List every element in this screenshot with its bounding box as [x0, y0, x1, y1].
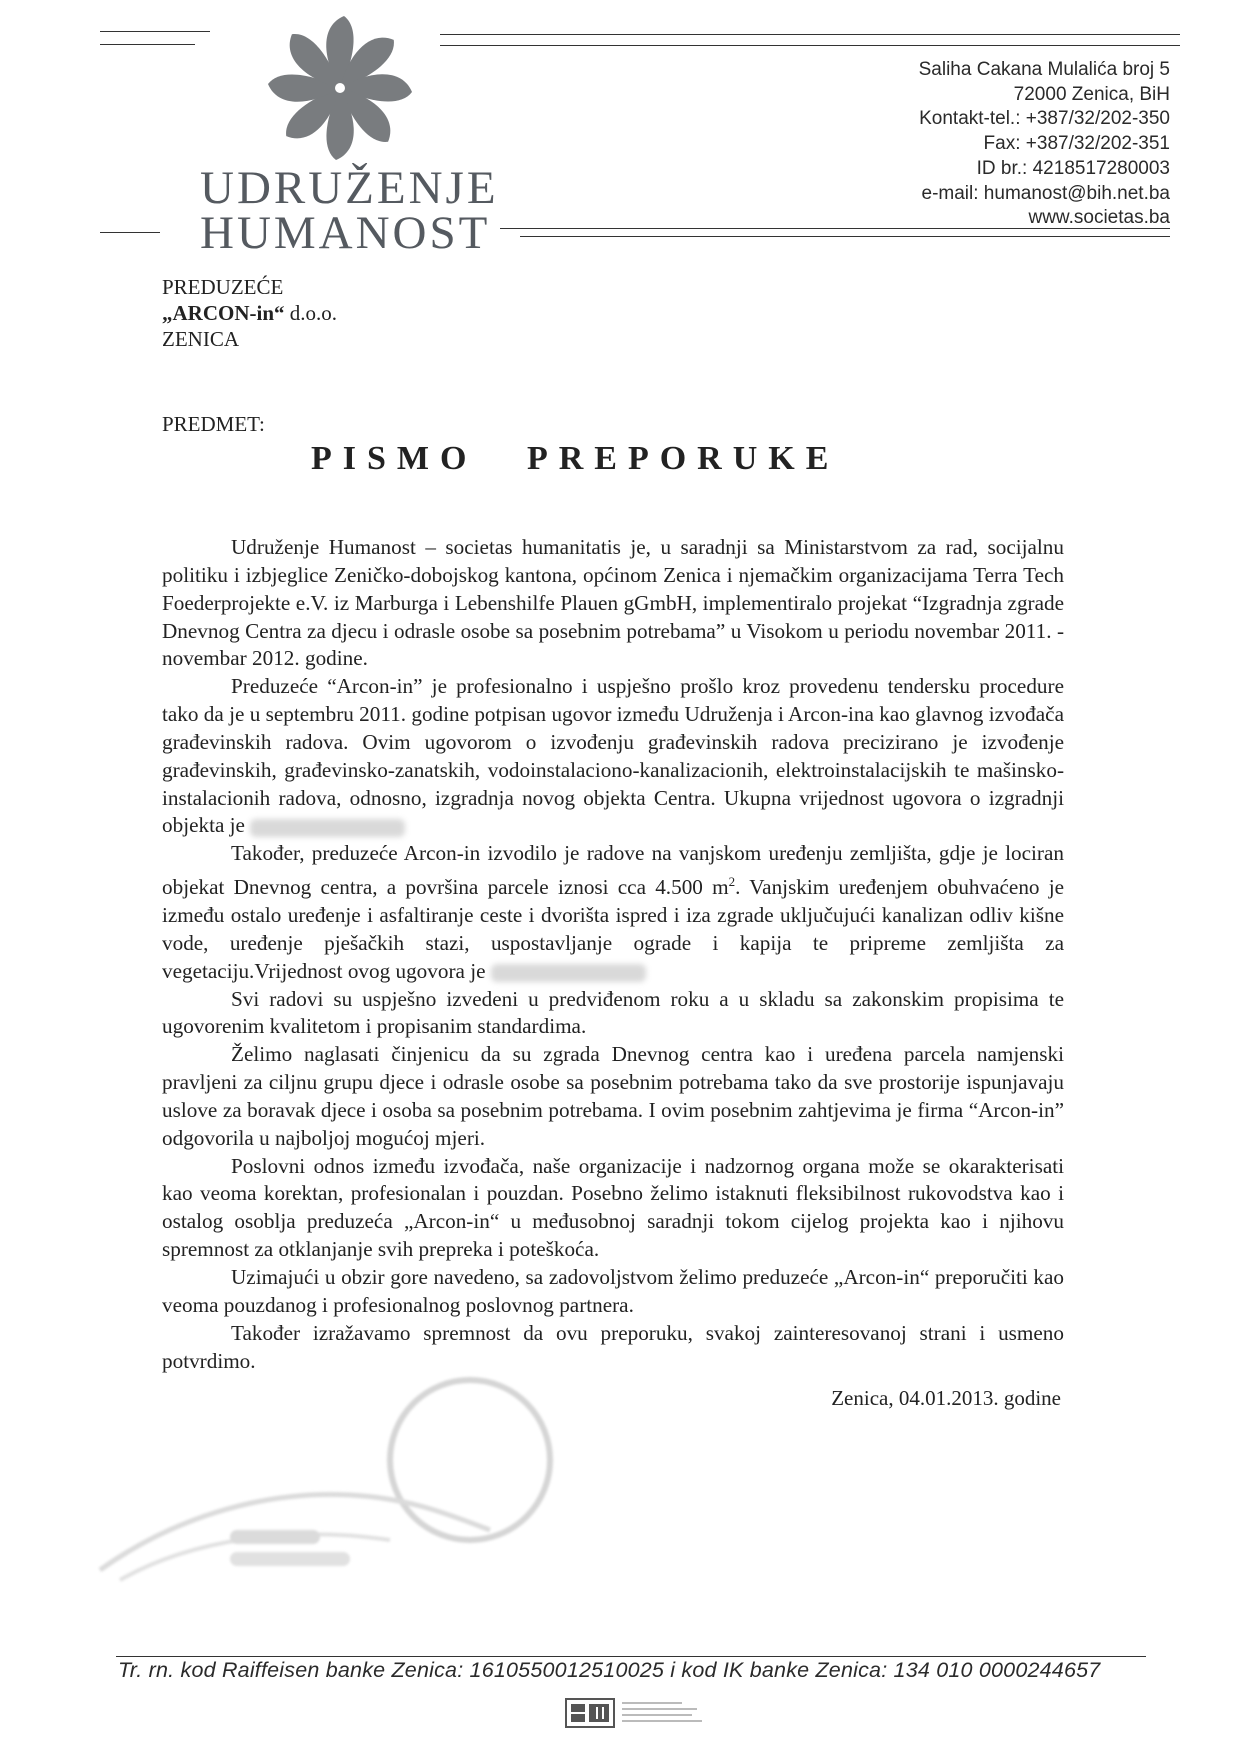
paragraph-1: Udruženje Humanost – societas humanitatis je, u saradnji sa Ministarstvom za rad, socijalnu politiku i izbjeglice Zeničko-dobojskog kantona, općinom Zenica i njemačkim organizacijama Terra Tech Foederprojekte e.V. iz Marburga i Lebenshilfe Plauen gGmbH, implementiralo projekat “Izgradnja zgrade Dnevnog Centra za djecu i odrasle osobe sa posebnim potrebama” u Visokom u periodu novembar 2011. - novembar 2012. godine. — [162, 535, 1064, 671]
paragraph-3-text-a: Također, preduzeće Arcon-in izvodilo je radove na vanjskom uređenju zemljišta, gdje je lociran objekat Dnevnog centra, a površina parcele iznosi cca 4.500 m — [162, 841, 1064, 900]
header-rule-left-mid — [100, 44, 195, 45]
superscript-2: 2 — [728, 874, 736, 890]
bank-account-info: Tr. rn. kod Raiffeisen banke Zenica: 1610550012510025 i kod IK banke Zenica: 134 010 0000244657 — [118, 1658, 1101, 1682]
letter-body — [162, 534, 1064, 1375]
contact-phone: Kontakt-tel.: +387/32/202-350 — [919, 108, 1170, 130]
redacted-amount-2 — [491, 964, 646, 982]
paragraph-2 — [162, 673, 1064, 840]
header-rule-left-top — [100, 31, 210, 32]
contact-website: www.societas.ba — [1028, 207, 1170, 229]
contact-email: e-mail: humanost@bih.net.ba — [921, 182, 1170, 204]
recipient-line3: ZENICA — [162, 327, 239, 351]
certification-text-icon — [622, 1700, 712, 1728]
contact-block — [919, 58, 1170, 231]
header-rule-left-bottom — [100, 232, 160, 233]
header-rule-right-top2 — [440, 45, 1180, 46]
redacted-amount — [250, 819, 405, 837]
contact-address: Saliha Cakana Mulalića broj 5 — [918, 59, 1170, 80]
paragraph-4: Svi radovi su uspješno izvedeni u predviđenom roku a u skladu sa zakonskim propisima te ugovorenim kvalitetom i propisanim standardima. — [162, 986, 1064, 1039]
paragraph-2-text: Preduzeće “Arcon-in” je profesionalno i uspješno prošlo kroz provedenu tendersku procedure tako da je u septembru 2011. godine potpisan ugovor između Udruženja i Arcon-ina kao glavnog izvođača građevinskih radova. Ovim ugovorom o izvođenju građevinskih radova precizirano je izvođenje građevinskih, građevinsko-zanatskih, vodoinstalaciono-kanalizacionih, elektroinstalacijskih te mašinsko-instalacionih radova, odnosno, izgradnja novog objekta Centra. Ukupna vrijednost ugovora o izgradnji objekta je — [162, 674, 1064, 838]
organization-logo-icon — [255, 8, 425, 168]
contact-id-number: ID br.: 4218517280003 — [976, 157, 1170, 179]
paragraph-7: Uzimajući u obzir gore navedeno, sa zadovoljstvom želimo preduzeće „Arcon-in“ preporučiti kao veoma pouzdanog i profesionalnog poslovnog partnera. — [162, 1265, 1064, 1317]
paragraph-3 — [162, 840, 1064, 985]
subject-label: PREDMET: — [162, 412, 265, 436]
paragraph-3-text-b: . Vanjskim uređenjem obuhvaćeno je između ostalo uređenje i asfaltiranje ceste i dvorišta ispred i iza zgrade uključujući kanalizan odliv kišne vode, uređenje pješačkih stazi, uspostavljanje ograde i kapija te pripreme zemljišta za vegetaciju.Vrijednost ovog ugovora je — [162, 875, 1065, 983]
paragraph-8: Također izražavamo spremnost da ovu preporuku, svakoj zainteresovanoj strani i usmeno potvrdimo. — [162, 1320, 1064, 1373]
document-title: PISMO PREPORUKE — [311, 440, 840, 477]
recipient-line2 — [162, 300, 337, 326]
recipient-line1: PREDUZEĆE — [162, 275, 284, 299]
header-rule-right-bottom2 — [520, 236, 1170, 237]
organization-name-line1: UDRUŽENJE — [200, 162, 499, 214]
header-rule-right-top — [440, 34, 1180, 35]
contact-fax: Fax: +387/32/202-351 — [983, 133, 1170, 155]
recipient-company: „ARCON-in“ — [162, 301, 285, 325]
footer-rule — [116, 1656, 1146, 1657]
recipient-company-suffix: d.o.o. — [284, 301, 338, 325]
paragraph-6: Poslovni odnos između izvođača, naše organizacije i nadzornog organa može se okarakterisati kao veoma korektan, profesionalan i pouzdan. Posebno želimo istaknuti fleksibilnost rukovodstva kao i ostalog osoblja preduzeća „Arcon-in“ u međusobnoj saradnji tokom cijelog projekta kao i njihovu spremnost za otklanjanje svih prepreka i poteškoća. — [162, 1153, 1064, 1262]
certification-logo-icon — [565, 1698, 615, 1728]
paragraph-5: Želimo naglasati činjenicu da su zgrada Dnevnog centra kao i uređena parcela namjenski pravljeni za ciljnu grupu djece i odrasle osobe sa posebnim potrebama tako da sve prostorije ispunjavaju uslove za boravak djece i osoba sa posebnim potrebama. I ovim posebnim zahtjevima je firma “Arcon-in” odgovorila u najboljoj mogućoj mjeri. — [162, 1042, 1064, 1150]
stamp-signature-icon — [90, 1340, 570, 1620]
contact-city: 72000 Zenica, BiH — [1013, 83, 1170, 105]
organization-name-line2: HUMANOST — [200, 207, 491, 259]
letter-date: Zenica, 04.01.2013. godine — [831, 1386, 1061, 1410]
recipient-block — [162, 274, 337, 352]
